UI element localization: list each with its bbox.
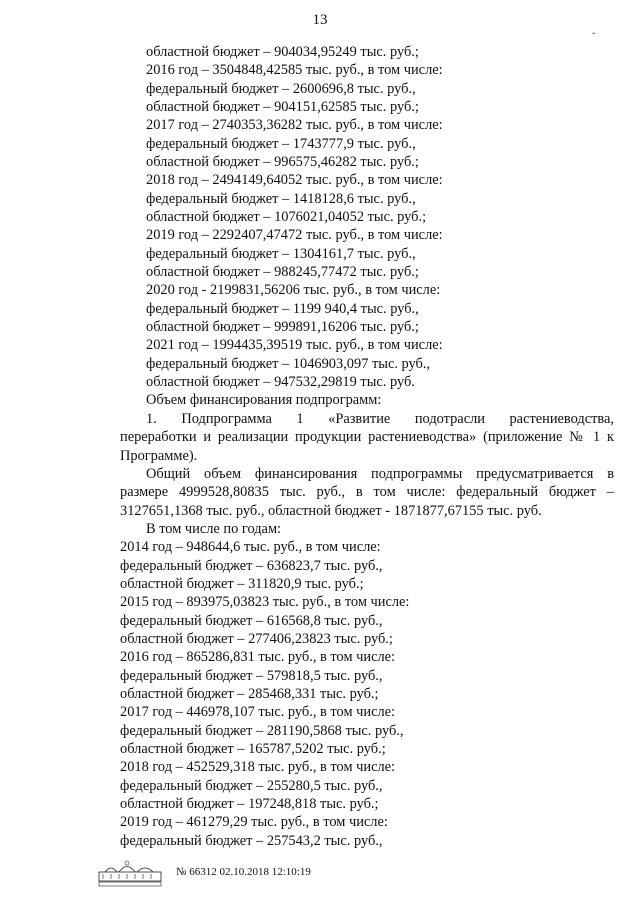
text-line: 2018 год – 2494149,64052 тыс. руб., в том числе: [146, 172, 443, 189]
text-line: областной бюджет – 947532,29819 тыс. руб. [146, 374, 415, 391]
text-line: федеральный бюджет – 636823,7 тыс. руб., [120, 557, 383, 574]
text-line: 2018 год – 452529,318 тыс. руб., в том числе: [120, 759, 396, 776]
text-line: 2016 год – 865286,831 тыс. руб., в том числе: [120, 649, 396, 666]
text-line: федеральный бюджет – 616568,8 тыс. руб., [120, 612, 383, 629]
scan-mark: ˇ [592, 32, 596, 43]
paragraph-row: переработки и реализации продукции растениеводства» (приложение № 1 к [120, 429, 614, 446]
paragraph-row: размере 4999528,80835 тыс. руб., в том числе: федеральный бюджет – [120, 484, 614, 501]
text-line: областной бюджет – 988245,77472 тыс. руб.; [146, 264, 419, 281]
text-line: 2019 год – 2292407,47472 тыс. руб., в том числе: [146, 227, 443, 244]
text-line: федеральный бюджет – 1199 940,4 тыс. руб., [146, 300, 419, 317]
text-line: федеральный бюджет – 2600696,8 тыс. руб., [146, 80, 416, 97]
text-line: Объем финансирования подпрограмм: [146, 392, 382, 409]
text-line: федеральный бюджет – 1743777,9 тыс. руб., [146, 135, 416, 152]
text-line: областной бюджет – 197248,818 тыс. руб.; [120, 795, 379, 812]
text-line: областной бюджет – 904151,62585 тыс. руб.; [146, 99, 419, 116]
text-line: областной бюджет – 996575,46282 тыс. руб.; [146, 154, 419, 171]
text-line: 2017 год – 2740353,36282 тыс. руб., в том числе: [146, 117, 443, 134]
text-line: областной бюджет – 311820,9 тыс. руб.; [120, 575, 364, 592]
text-line: областной бюджет – 285468,331 тыс. руб.; [120, 685, 379, 702]
text-line: областной бюджет – 277406,23823 тыс. руб.; [120, 630, 393, 647]
text-line: федеральный бюджет – 257543,2 тыс. руб., [120, 832, 383, 849]
text-line: федеральный бюджет – 1418128,6 тыс. руб., [146, 190, 416, 207]
paragraph-row: Общий объем финансирования подпрограммы предусматривается в [146, 465, 614, 482]
text-line: федеральный бюджет – 255280,5 тыс. руб., [120, 777, 383, 794]
text-line: областной бюджет – 1076021,04052 тыс. руб.; [146, 209, 427, 226]
text-line: 2019 год – 461279,29 тыс. руб., в том числе: [120, 814, 388, 831]
text-line: федеральный бюджет – 281190,5868 тыс. руб., [120, 722, 404, 739]
paragraph-row: 1. Подпрограмма 1 «Развитие подотрасли растениеводства, [146, 410, 614, 427]
by-years-heading: В том числе по годам: [146, 520, 282, 537]
text-line: 2014 год – 948644,6 тыс. руб., в том числе: [120, 539, 381, 556]
text-line: федеральный бюджет – 579818,5 тыс. руб., [120, 667, 383, 684]
registration-stamp: № 66312 02.10.2018 12:10:19 [176, 866, 311, 878]
page-number: 13 [312, 12, 328, 28]
text-line: областной бюджет – 165787,5202 тыс. руб.; [120, 740, 386, 757]
text-line: 2021 год – 1994435,39519 тыс. руб., в том числе: [146, 337, 443, 354]
paragraph-row: 3127651,1368 тыс. руб., областной бюджет - 1871877,67155 тыс. руб. [120, 502, 542, 519]
total-financing-paragraph [120, 465, 614, 520]
text-line: 2017 год – 446978,107 тыс. руб., в том числе: [120, 704, 396, 721]
subprogram-paragraph [120, 410, 614, 465]
text-line: 2020 год - 2199831,56206 тыс. руб., в том числе: [146, 282, 441, 299]
registry-seal-icon [97, 858, 167, 888]
text-line: федеральный бюджет – 1304161,7 тыс. руб., [146, 245, 416, 262]
text-line: областной бюджет – 904034,95249 тыс. руб.; [146, 44, 419, 60]
text-line: областной бюджет – 999891,16206 тыс. руб.; [146, 319, 419, 336]
paragraph-row: Программе). [120, 447, 198, 464]
text-line: 2015 год – 893975,03823 тыс. руб., в том числе: [120, 594, 410, 611]
text-line: 2016 год – 3504848,42585 тыс. руб., в том числе: [146, 62, 443, 79]
text-line: федеральный бюджет – 1046903,097 тыс. руб., [146, 355, 431, 372]
footer [0, 858, 640, 898]
